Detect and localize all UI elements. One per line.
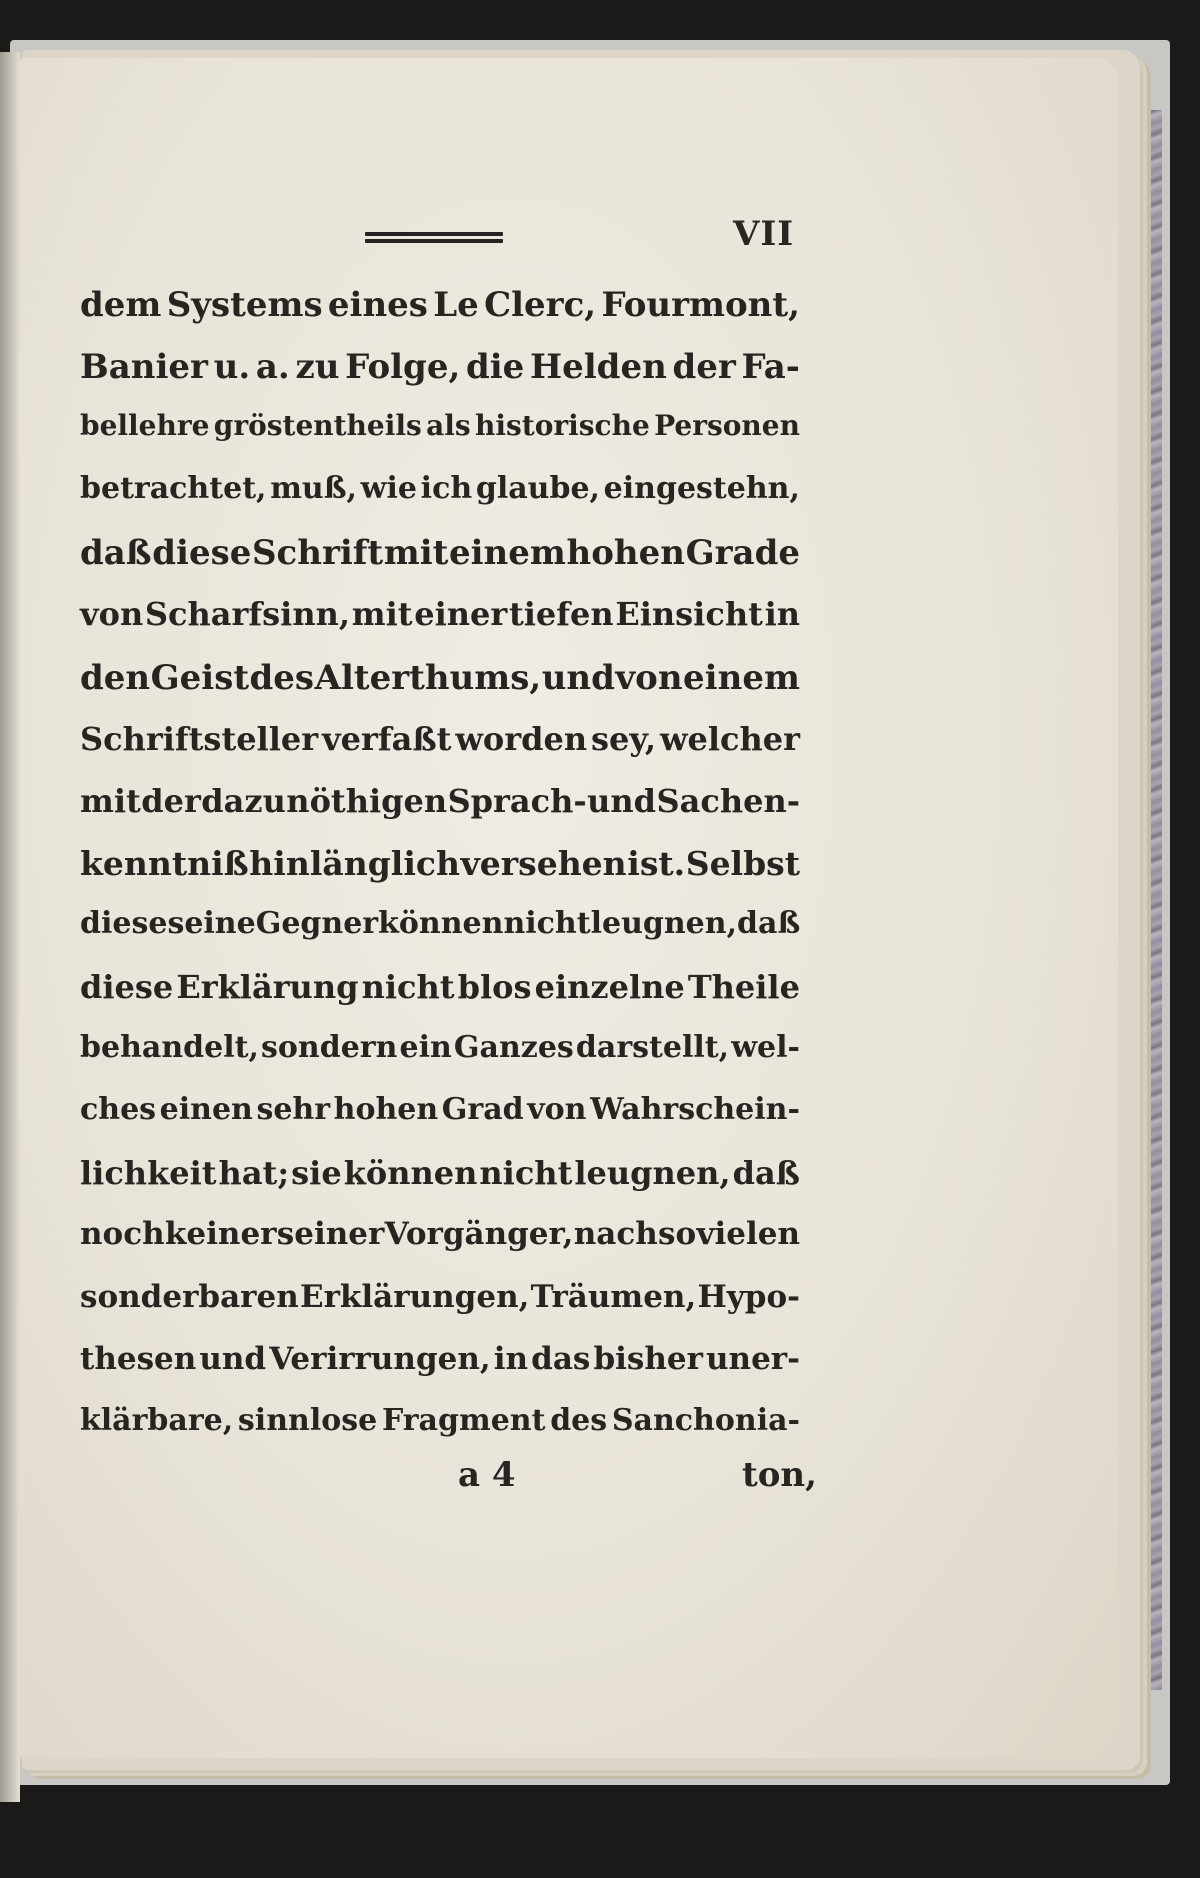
text-line: mit der dazu nöthigen Sprach- und Sachen- bbox=[80, 781, 800, 820]
text-line: diese seine Gegner können nicht leugnen, daß bbox=[80, 905, 801, 941]
catchword: ton, bbox=[742, 1455, 817, 1495]
previous-page-edge bbox=[0, 52, 20, 1802]
text-line: sonderbaren Erklärungen, Träumen, Hypo- bbox=[80, 1278, 800, 1315]
text-line: von Scharfsinn, mit einer tiefen Einsicht in bbox=[80, 595, 800, 634]
header-rule bbox=[365, 232, 503, 248]
text-line: daß diese Schrift mit einem hohen Grade bbox=[80, 533, 800, 574]
text-line: Banier u. a. zu Folge, die Helden der Fa- bbox=[80, 347, 800, 388]
text-line: dem Systems eines Le Clerc, Fourmont, bbox=[80, 285, 800, 325]
body-text bbox=[80, 285, 800, 1465]
text-line: bellehre gröstentheils als historische Personen bbox=[80, 409, 800, 443]
text-line: klärbare, sinnlose Fragment des Sanchonia- bbox=[80, 1402, 800, 1438]
text-line: diese Erklärung nicht blos einzelne Theile bbox=[80, 968, 800, 1007]
text-line: Schriftsteller verfaßt worden sey, welcher bbox=[80, 719, 800, 758]
signature-mark: a 4 bbox=[458, 1455, 516, 1495]
text-line: kenntniß hinlänglich versehen ist. Selbst bbox=[80, 843, 800, 883]
text-line: thesen und Verirrungen, in das bisher uner- bbox=[80, 1340, 800, 1377]
text-line: den Geist des Alterthums, und von einem bbox=[80, 657, 800, 698]
text-line: ches einen sehr hohen Grad von Wahrschein- bbox=[80, 1092, 800, 1128]
text-line: behandelt, sondern ein Ganzes darstellt, wel- bbox=[80, 1030, 800, 1066]
page-number: VII bbox=[733, 214, 795, 254]
text-line: betrachtet, muß, wie ich glaube, eingestehn, bbox=[80, 471, 800, 507]
text-line: lichkeit hat; sie können nicht leugnen, daß bbox=[80, 1154, 800, 1193]
text-line: noch keiner seiner Vorgänger, nach so vielen bbox=[80, 1216, 800, 1253]
